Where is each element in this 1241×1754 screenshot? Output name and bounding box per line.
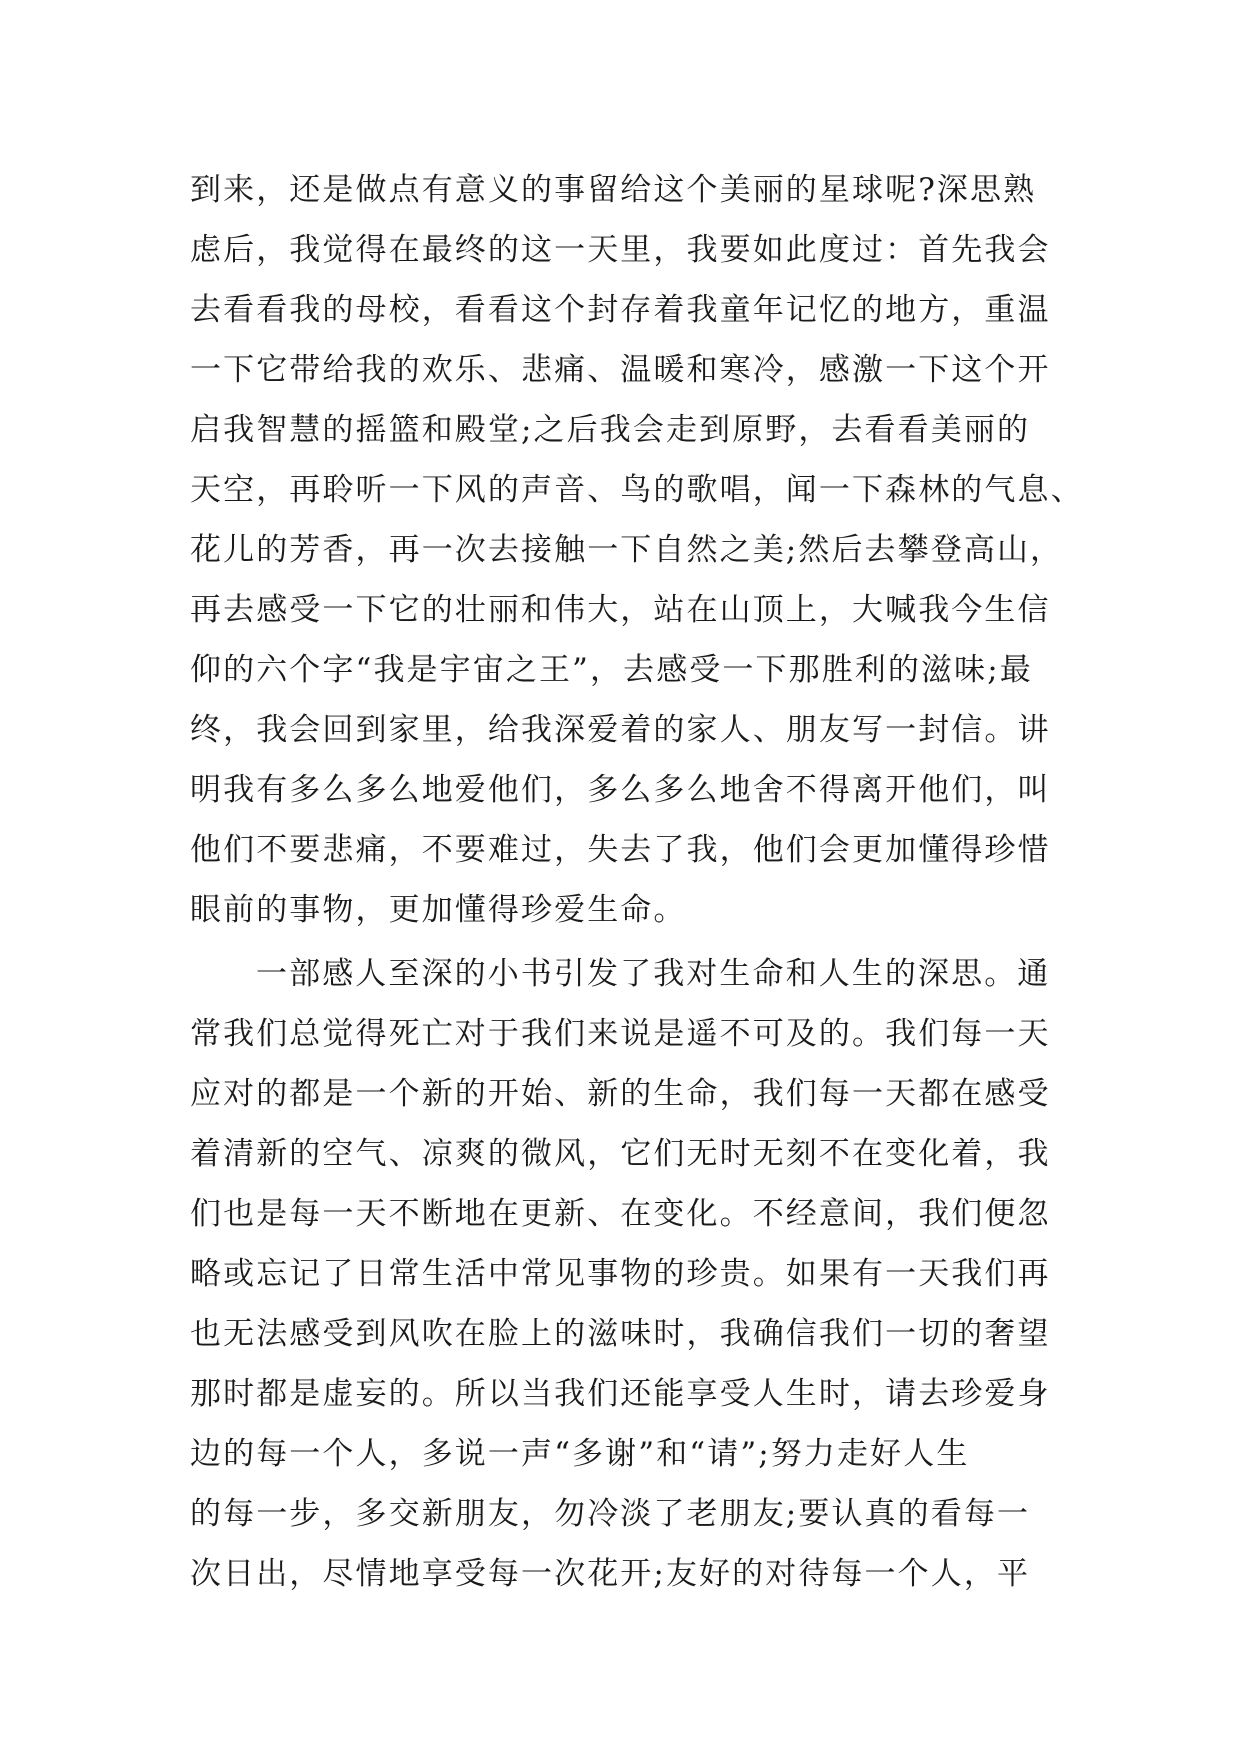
paragraph-line: 明我有多么多么地爱他们，多么多么地舍不得离开他们，叫 <box>190 772 1051 808</box>
paragraph-line: 那时都是虚妄的。所以当我们还能享受人生时，请去珍爱身 <box>190 1376 1051 1412</box>
paragraph-line: 着清新的空气、凉爽的微风，它们无时无刻不在变化着，我 <box>190 1136 1051 1172</box>
paragraph-line-indented: 一部感人至深的小书引发了我对生命和人生的深思。通 <box>256 956 1051 992</box>
paragraph-line: 略或忘记了日常生活中常见事物的珍贵。如果有一天我们再 <box>190 1256 1051 1292</box>
paragraph-line: 也无法感受到风吹在脸上的滋味时，我确信我们一切的奢望 <box>190 1316 1051 1352</box>
paragraph-line: 去看看我的母校，看看这个封存着我童年记忆的地方，重温 <box>190 292 1051 328</box>
paragraph-line: 花儿的芳香，再一次去接触一下自然之美;然后去攀登高山， <box>190 532 1064 568</box>
paragraph-line: 虑后，我觉得在最终的这一天里，我要如此度过：首先我会 <box>190 232 1051 268</box>
paragraph-line: 眼前的事物，更加懂得珍爱生命。 <box>190 892 687 928</box>
paragraph-line: 常我们总觉得死亡对于我们来说是遥不可及的。我们每一天 <box>190 1016 1051 1052</box>
paragraph-line: 启我智慧的摇篮和殿堂;之后我会走到原野，去看看美丽的 <box>190 412 1031 448</box>
paragraph-line: 再去感受一下它的壮丽和伟大，站在山顶上，大喊我今生信 <box>190 592 1051 628</box>
paragraph-line: 次日出，尽情地享受每一次花开;友好的对待每一个人，平 <box>190 1556 1031 1592</box>
paragraph-1 <box>190 160 1084 940</box>
paragraph-line: 边的每一个人，多说一声“多谢”和“请”;努力走好人生 <box>190 1436 970 1472</box>
paragraph-2 <box>190 944 1050 1604</box>
paragraph-line: 们也是每一天不断地在更新、在变化。不经意间，我们便忽 <box>190 1196 1051 1232</box>
paragraph-line: 仰的六个字“我是宇宙之王”，去感受一下那胜利的滋味;最 <box>190 652 1033 688</box>
paragraph-line: 他们不要悲痛，不要难过，失去了我，他们会更加懂得珍惜 <box>190 832 1051 868</box>
paragraph-line: 应对的都是一个新的开始、新的生命，我们每一天都在感受 <box>190 1076 1051 1112</box>
paragraph-line: 的每一步，多交新朋友，勿冷淡了老朋友;要认真的看每一 <box>190 1496 1031 1532</box>
document-body <box>190 160 1084 1604</box>
paragraph-line: 一下它带给我的欢乐、悲痛、温暖和寒冷，感激一下这个开 <box>190 352 1051 388</box>
paragraph-line: 终，我会回到家里，给我深爱着的家人、朋友写一封信。讲 <box>190 712 1051 748</box>
paragraph-line: 天空，再聆听一下风的声音、鸟的歌唱，闻一下森林的气息、 <box>190 472 1084 508</box>
paragraph-line: 到来，还是做点有意义的事留给这个美丽的星球呢?深思熟 <box>190 172 1037 208</box>
